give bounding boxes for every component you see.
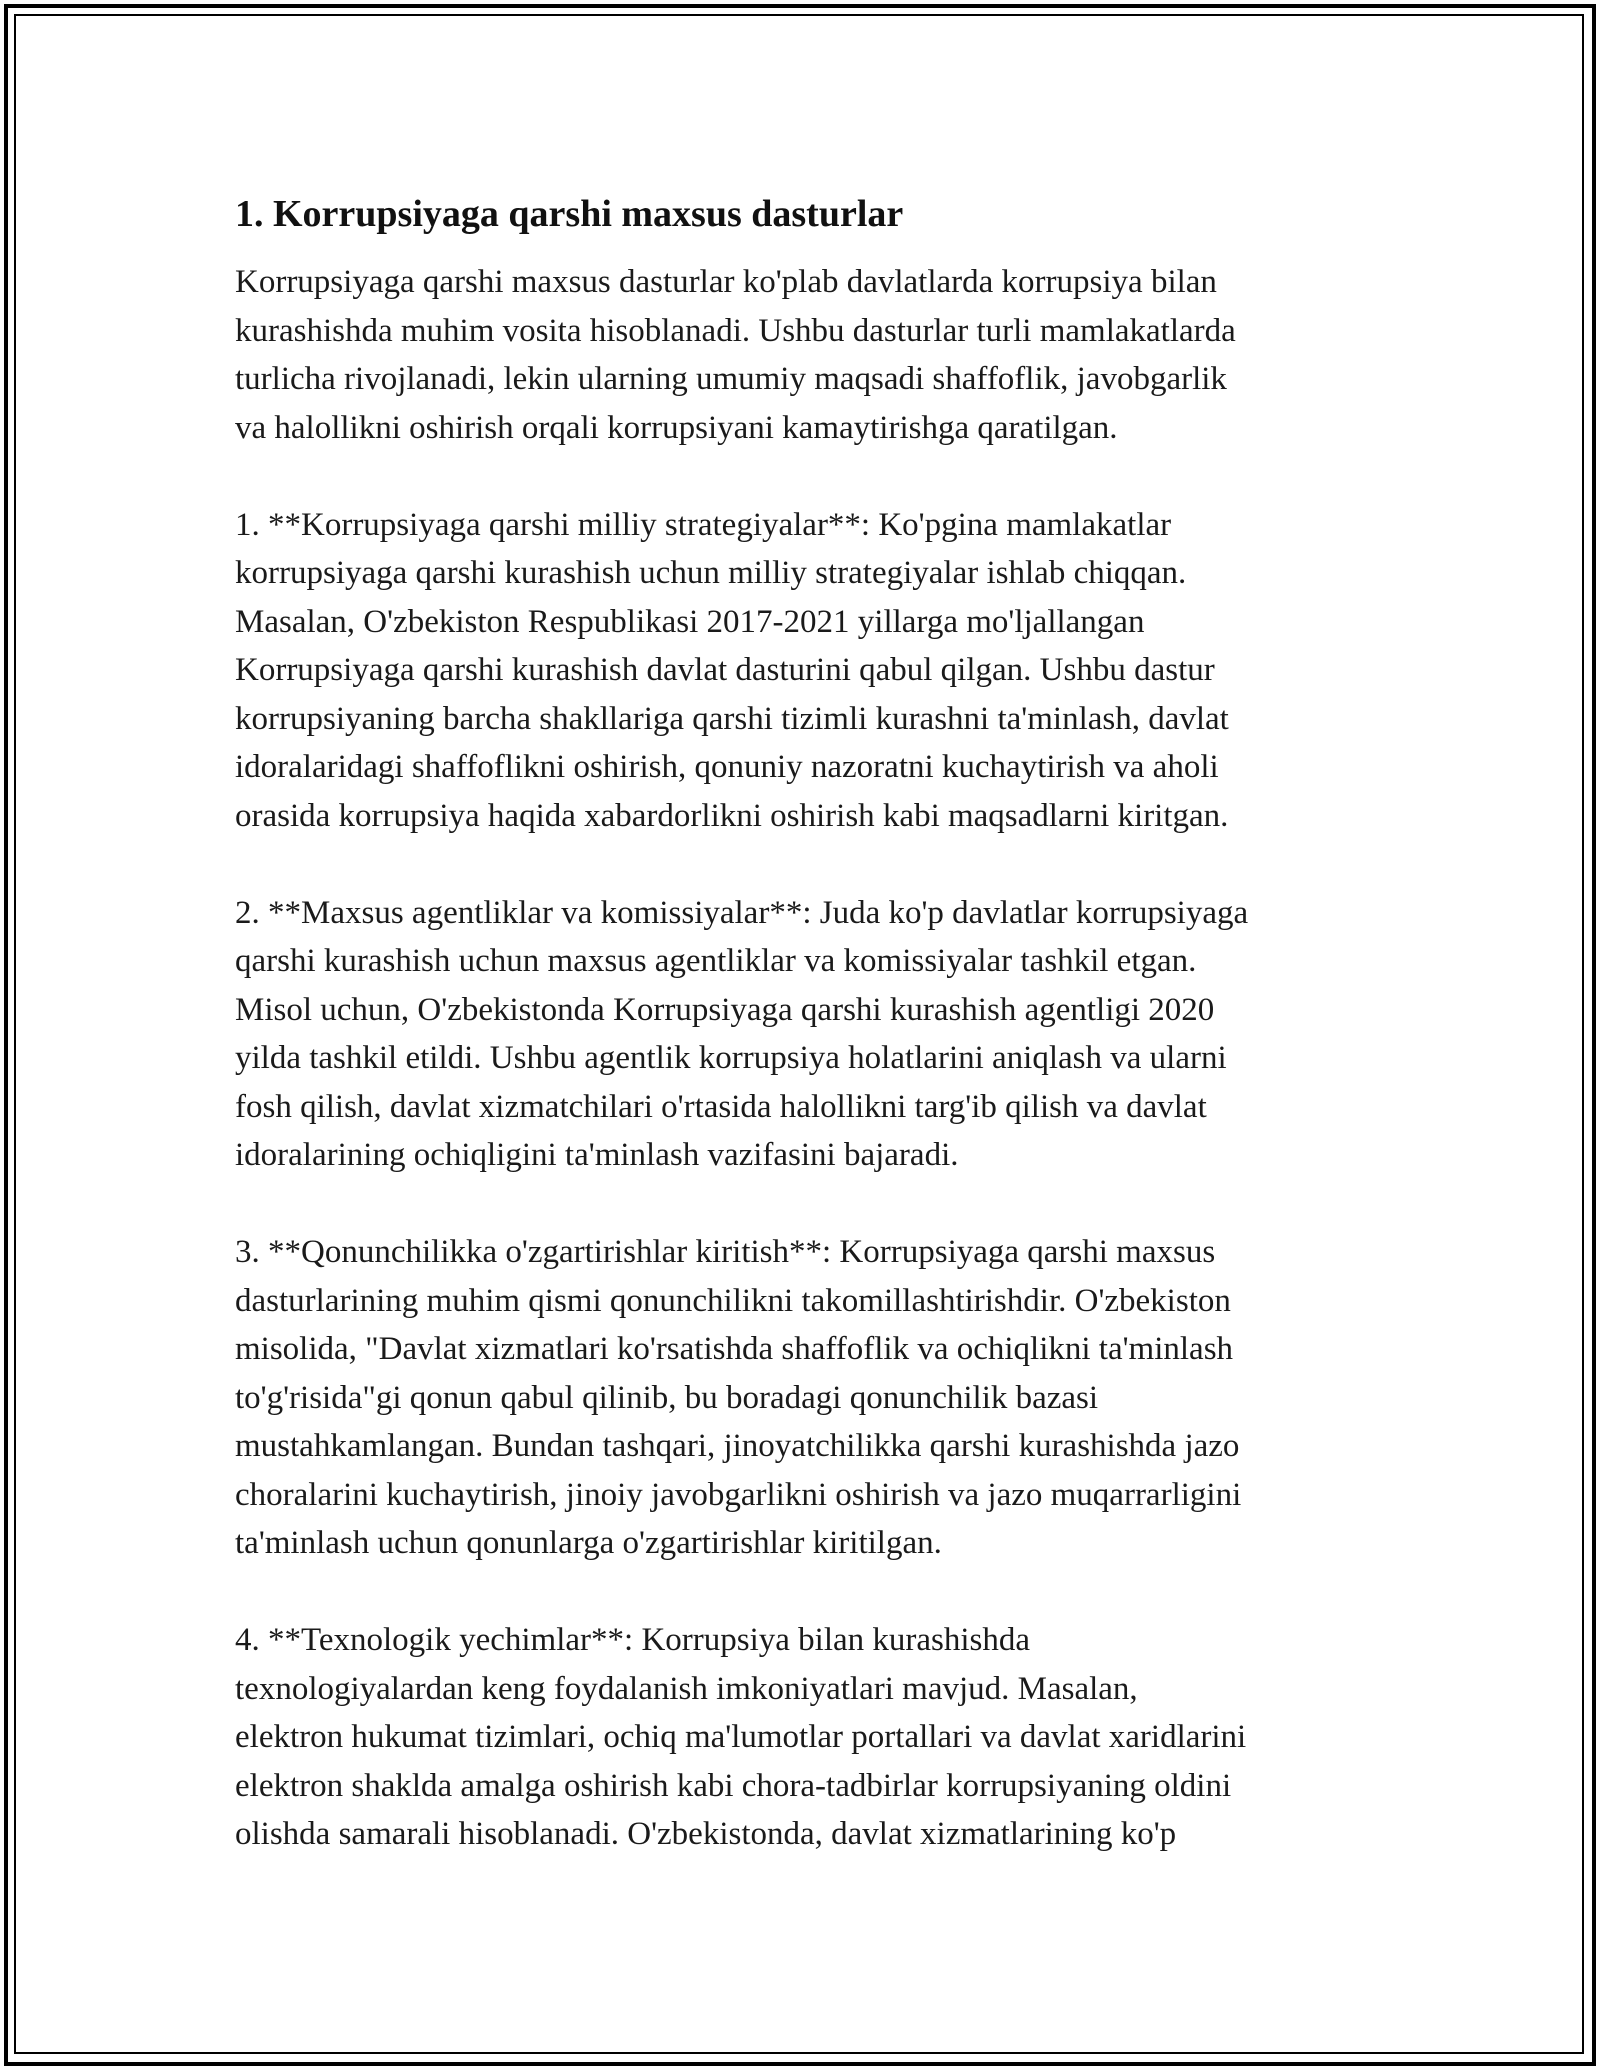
text-line: 2. **Maxsus agentliklar va komissiyalar**: Juda ko'p davlatlar korrupsiyaga	[235, 894, 1249, 931]
text-line: qarshi kurashish uchun maxsus agentliklar va komissiyalar tashkil etgan.	[235, 943, 1197, 979]
text-line: Korrupsiyaga qarshi kurashish davlat dasturini qabul qilgan. Ushbu dastur	[235, 652, 1215, 688]
item-paragraph-special-agencies	[235, 889, 1375, 1180]
text-line: ta'minlash uchun qonunlarga o'zgartirishlar kiritilgan.	[235, 1525, 942, 1561]
text-line: elektron hukumat tizimlari, ochiq ma'lumotlar portallari va davlat xaridlarini	[235, 1719, 1247, 1755]
text-line: korrupsiyaning barcha shakllariga qarshi tizimli kurashni ta'minlash, davlat	[235, 700, 1229, 737]
text-line: mustahkamlangan. Bundan tashqari, jinoyatchilikka qarshi kurashishda jazo	[235, 1428, 1240, 1464]
text-line: 3. **Qonunchilikka o'zgartirishlar kiritish**: Korrupsiyaga qarshi maxsus	[235, 1234, 1216, 1270]
text-line: va halollikni oshirish orqali korrupsiyani kamaytirishga qaratilgan.	[235, 409, 1118, 446]
text-line: Korrupsiyaga qarshi maxsus dasturlar ko'plab davlatlarda korrupsiya bilan	[235, 264, 1217, 300]
text-line: yilda tashkil etildi. Ushbu agentlik korrupsiya holatlarini aniqlash va ularni	[235, 1040, 1227, 1076]
text-line: fosh qilish, davlat xizmatchilari o'rtasida halollikni targ'ib qilish va davlat	[235, 1088, 1207, 1125]
text-line: 1. **Korrupsiyaga qarshi milliy strategiyalar**: Ko'pgina mamlakatlar	[235, 506, 1172, 543]
text-line: olishda samarali hisoblanadi. O'zbekistonda, davlat xizmatlarining ko'p	[235, 1816, 1177, 1852]
section-heading: 1. Korrupsiyaga qarshi maxsus dasturlar	[235, 193, 904, 235]
text-line: idoralaridagi shaffoflikni oshirish, qonuniy nazoratni kuchaytirish va aholi	[235, 749, 1219, 785]
intro-paragraph	[235, 258, 1375, 452]
text-line: elektron shaklda amalga oshirish kabi chora-tadbirlar korrupsiyaning oldini	[235, 1767, 1232, 1804]
text-line: 4. **Texnologik yechimlar**: Korrupsiya bilan kurashishda	[235, 1622, 1031, 1658]
item-paragraph-national-strategies	[235, 501, 1375, 841]
text-line: kurashishda muhim vosita hisoblanadi. Ushbu dasturlar turli mamlakatlarda	[235, 312, 1236, 349]
text-line: Misol uchun, O'zbekistonda Korrupsiyaga qarshi kurashish agentligi 2020	[235, 991, 1215, 1028]
text-line: texnologiyalardan keng foydalanish imkoniyatlari mavjud. Masalan,	[235, 1670, 1138, 1707]
text-line: turlicha rivojlanadi, lekin ularning umumiy maqsadi shaffoflik, javobgarlik	[235, 361, 1227, 397]
text-line: orasida korrupsiya haqida xabardorlikni oshirish kabi maqsadlarni kiritgan.	[235, 797, 1229, 834]
text-line: choralarini kuchaytirish, jinoiy javobgarlikni oshirish va jazo muqarrarligini	[235, 1476, 1242, 1513]
text-line: idoralarining ochiqligini ta'minlash vazifasini bajaradi.	[235, 1137, 959, 1173]
text-line: to'g'risida"gi qonun qabul qilinib, bu boradagi qonunchilik bazasi	[235, 1379, 1099, 1416]
text-line: korrupsiyaga qarshi kurashish uchun milliy strategiyalar ishlab chiqqan.	[235, 555, 1187, 591]
document-body	[235, 188, 1375, 1907]
item-paragraph-legislation	[235, 1228, 1375, 1568]
text-line: dasturlarining muhim qismi qonunchilikni takomillashtirishdir. O'zbekiston	[235, 1282, 1231, 1319]
item-paragraph-technology	[235, 1616, 1375, 1859]
text-line: Masalan, O'zbekiston Respublikasi 2017-2021 yillarga mo'ljallangan	[235, 603, 1145, 640]
text-line: misolida, "Davlat xizmatlari ko'rsatishda shaffoflik va ochiqlikni ta'minlash	[235, 1331, 1234, 1367]
